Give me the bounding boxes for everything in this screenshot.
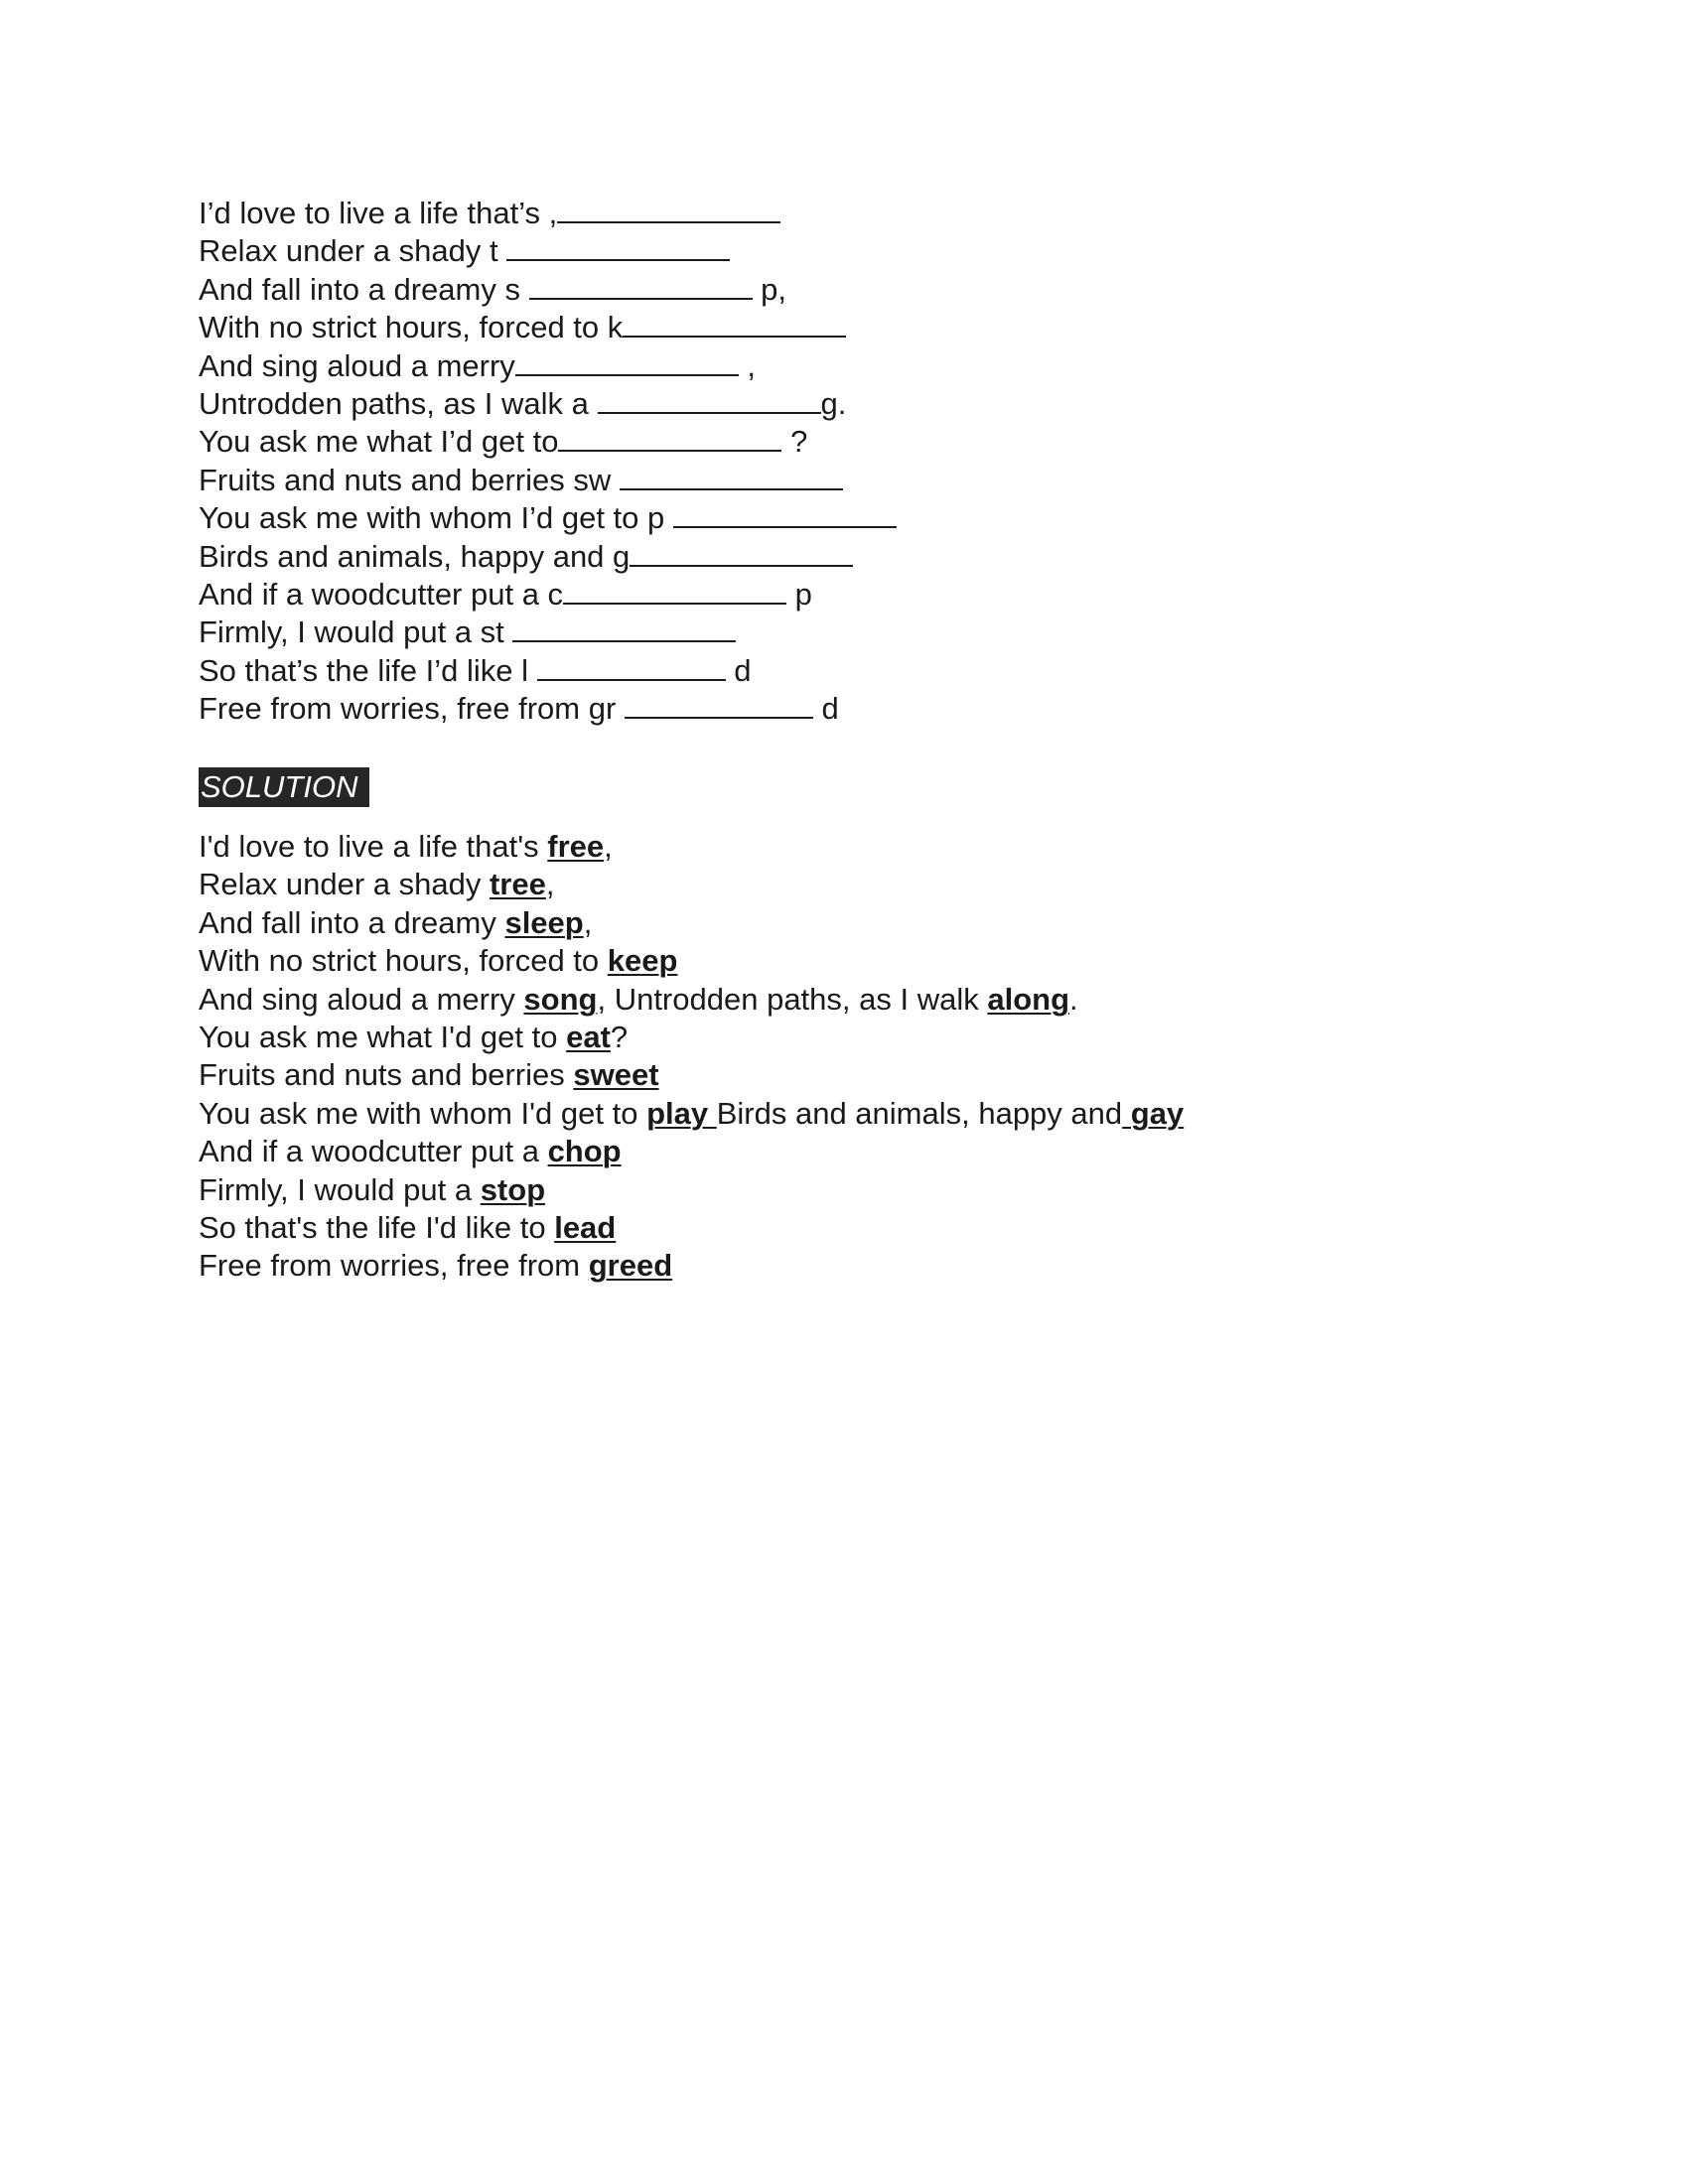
answer-blank	[512, 614, 736, 642]
solution-text: ?	[610, 1019, 629, 1054]
exercise-text: g.	[820, 385, 847, 421]
solution-text: Fruits and nuts and berries	[199, 1057, 574, 1093]
answer-word: sweet	[573, 1057, 659, 1093]
exercise-line	[199, 462, 1489, 499]
solution-line	[199, 1209, 1489, 1247]
exercise-text: So that’s the life I’d like l	[199, 652, 537, 688]
solution-text: So that's the life I'd like to	[199, 1209, 555, 1245]
answer-blank	[515, 348, 739, 376]
solution-line	[199, 1019, 1489, 1056]
answer-blank	[529, 272, 753, 300]
exercise-text: I’d love to live a life that’s ,	[199, 196, 558, 230]
answer-word: greed	[588, 1248, 673, 1284]
exercise-line	[199, 538, 1489, 576]
solution-line	[199, 1247, 1489, 1285]
solution-line	[199, 942, 1489, 980]
exercise-text: Birds and animals, happy and g	[199, 538, 631, 574]
exercise-line	[199, 195, 1489, 232]
answer-word: play	[646, 1095, 717, 1131]
exercise-line	[199, 576, 1489, 614]
exercise-text: With no strict hours, forced to k	[199, 310, 624, 345]
exercise-text: ?	[781, 424, 808, 460]
exercise-text: Free from worries, free from gr	[199, 691, 625, 727]
exercise-text: d	[725, 652, 752, 688]
exercise-text: Firmly, I would put a st	[199, 614, 513, 650]
exercise-text: Fruits and nuts and berries sw	[199, 462, 620, 497]
exercise-line	[199, 499, 1489, 537]
solution-line	[199, 866, 1489, 903]
answer-word: tree	[489, 867, 546, 902]
exercise-text: You ask me with whom I’d get to p	[199, 500, 673, 536]
answer-blank	[558, 424, 781, 452]
answer-blank	[673, 500, 897, 528]
exercise-text: And if a woodcutter put a c	[199, 576, 564, 612]
exercise-line	[199, 271, 1489, 309]
exercise-text: And sing aloud a merry	[199, 347, 515, 383]
exercise-text: Untrodden paths, as I walk a	[199, 385, 598, 421]
exercise-line	[199, 652, 1489, 690]
solution-text: You ask me what I'd get to	[199, 1019, 567, 1054]
exercise-text: d	[812, 691, 839, 727]
answer-word: free	[547, 829, 605, 864]
answer-blank	[537, 653, 726, 681]
answer-word: eat	[566, 1019, 611, 1054]
answer-blank	[625, 691, 813, 719]
exercise-line	[199, 690, 1489, 728]
exercise-line	[199, 423, 1489, 461]
solution-text: Relax under a shady	[199, 867, 490, 902]
answer-word: stop	[480, 1171, 546, 1207]
solution-heading: SOLUTION	[199, 767, 369, 807]
solution-text	[199, 828, 1489, 1286]
exercise-line	[199, 347, 1489, 385]
solution-text: And if a woodcutter put a	[199, 1134, 548, 1169]
solution-text: Free from worries, free from	[199, 1248, 589, 1284]
exercise-text: Relax under a shady t	[199, 233, 507, 269]
fill-in-exercise	[199, 195, 1489, 728]
solution-line	[199, 828, 1489, 866]
answer-blank	[620, 463, 843, 490]
exercise-text: p,	[752, 271, 787, 307]
exercise-line	[199, 385, 1489, 423]
answer-word: gay	[1122, 1095, 1185, 1131]
solution-text: , Untrodden paths, as I walk	[597, 981, 988, 1017]
exercise-text: You ask me what I’d get to	[199, 424, 559, 460]
answer-blank	[506, 233, 730, 261]
solution-text: .	[1069, 981, 1078, 1017]
solution-line	[199, 1133, 1489, 1170]
solution-text: Birds and animals, happy and	[716, 1095, 1123, 1131]
answer-blank	[598, 386, 821, 414]
exercise-text: p	[786, 576, 812, 612]
solution-text: ,	[545, 867, 555, 902]
solution-text: And sing aloud a merry	[199, 981, 524, 1017]
exercise-line	[199, 232, 1489, 270]
solution-line	[199, 981, 1489, 1019]
solution-text: I'd love to live a life that's	[199, 829, 548, 864]
answer-blank	[630, 539, 853, 567]
solution-line	[199, 1095, 1489, 1133]
solution-text: ,	[583, 904, 593, 940]
solution-line	[199, 1056, 1489, 1094]
solution-text: Firmly, I would put a	[199, 1171, 481, 1207]
solution-text: You ask me with whom I'd get to	[199, 1095, 647, 1131]
answer-word: song	[523, 981, 598, 1017]
solution-line	[199, 904, 1489, 942]
exercise-text: ,	[738, 347, 757, 383]
answer-blank	[557, 196, 780, 223]
exercise-line	[199, 614, 1489, 651]
exercise-text: And fall into a dreamy s	[199, 271, 529, 307]
solution-text: ,	[604, 829, 613, 864]
solution-line	[199, 1171, 1489, 1209]
answer-blank	[563, 577, 786, 605]
answer-word: lead	[554, 1209, 617, 1245]
answer-word: keep	[607, 943, 678, 979]
answer-blank	[623, 310, 846, 338]
answer-word: sleep	[504, 904, 584, 940]
answer-word: along	[987, 981, 1070, 1017]
answer-word: chop	[547, 1134, 622, 1169]
exercise-line	[199, 309, 1489, 346]
solution-text: And fall into a dreamy	[199, 904, 505, 940]
solution-text: With no strict hours, forced to	[199, 943, 608, 979]
